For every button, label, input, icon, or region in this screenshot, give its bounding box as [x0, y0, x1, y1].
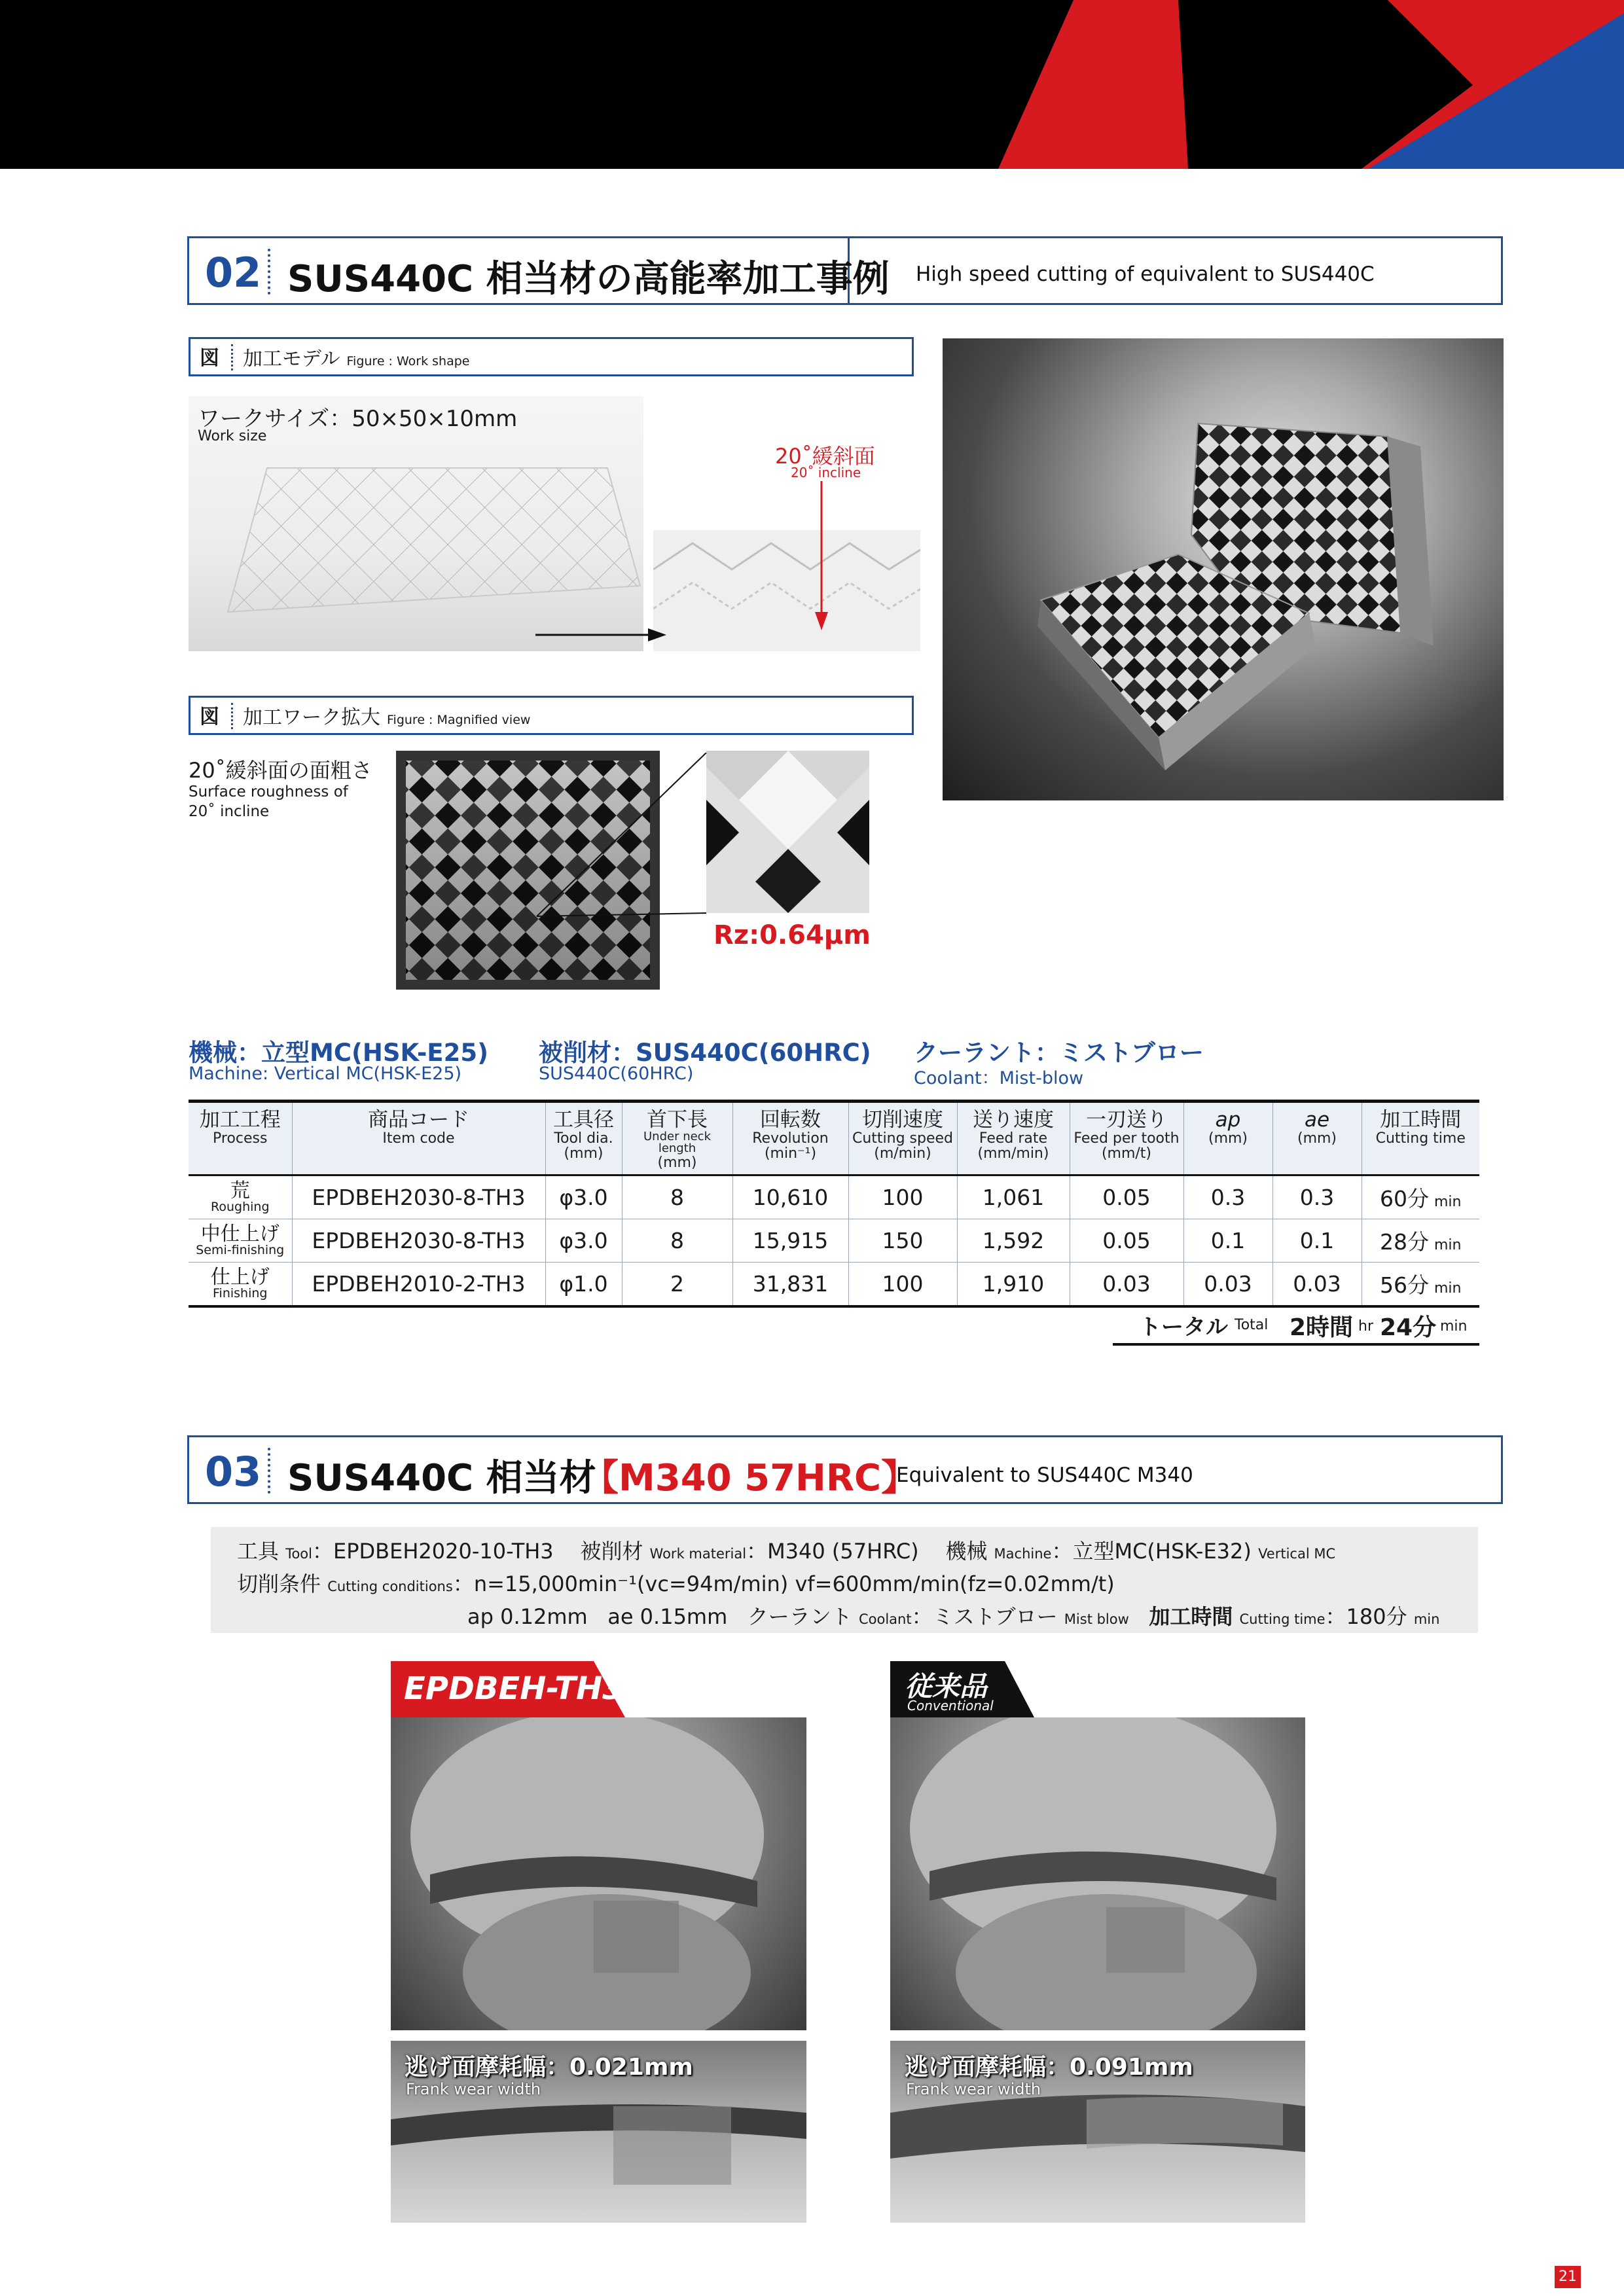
material-spec-en: SUS440C(60HRC)	[539, 1064, 694, 1084]
cutting-time-label-en: Cutting time	[1239, 1611, 1326, 1627]
table-header-cell	[1070, 1102, 1183, 1175]
product-tag	[391, 1661, 625, 1717]
conventional-tag-label: 従来品	[905, 1670, 988, 1702]
cell-rev: 10,610	[732, 1175, 848, 1219]
incline-arrow	[812, 481, 831, 632]
cutting-conditions-box	[211, 1527, 1478, 1633]
tool-value: ：EPDBEH2020-10-TH3	[312, 1539, 554, 1564]
table-header-cell	[622, 1102, 732, 1175]
header-en: Revolution	[752, 1130, 829, 1147]
header-jp: ae	[1304, 1108, 1330, 1132]
section-02-box	[187, 236, 1503, 305]
cell-ap: 0.3	[1183, 1175, 1272, 1219]
section-03-title-accent: 【M340 57HRC】	[582, 1457, 918, 1499]
header-jp: 送り速度	[973, 1108, 1054, 1132]
conventional-wear-label-en: Frank wear width	[906, 2080, 1041, 2098]
cell-speed: 150	[848, 1219, 957, 1263]
header-en: Tool dia.	[554, 1130, 613, 1147]
table-row	[189, 1219, 1479, 1263]
cell-code: EPDBEH2030-8-TH3	[292, 1219, 545, 1263]
header-jp: 加工時間	[1380, 1108, 1462, 1132]
total-minutes-unit: min	[1440, 1318, 1468, 1335]
cell-feed: 1,061	[957, 1175, 1070, 1219]
cutting-conditions-label-en: Cutting conditions	[327, 1579, 453, 1594]
table-header-cell	[545, 1102, 622, 1175]
cell-speed: 100	[848, 1175, 957, 1219]
header-unit: (mm)	[657, 1155, 697, 1172]
figure-divider	[231, 344, 233, 370]
conventional-tag	[890, 1661, 1034, 1717]
time-unit: min	[1434, 1237, 1462, 1254]
total-row	[1113, 1306, 1479, 1346]
ae-value: ae 0.15mm	[607, 1604, 728, 1629]
cell-ap: 0.03	[1183, 1263, 1272, 1307]
machine-value-en: Vertical MC	[1258, 1546, 1336, 1562]
time-unit: min	[1434, 1194, 1462, 1211]
process-cell	[189, 1175, 292, 1219]
conditions-line-3	[467, 1600, 1439, 1630]
cutting-time-label: 加工時間	[1149, 1604, 1233, 1629]
conditions-line-2	[237, 1568, 1115, 1598]
header-unit: (mm/min)	[977, 1145, 1049, 1162]
header-stripes	[0, 0, 1624, 169]
header-en: Cutting speed	[852, 1130, 954, 1147]
roughness-label-en1: Surface roughness of	[189, 783, 348, 800]
cutting-conditions-label: 切削条件	[237, 1571, 321, 1596]
cell-neck: 8	[622, 1219, 732, 1263]
section-02-number: 02	[205, 249, 262, 296]
roughness-label-jp: 20˚緩斜面の面粗さ	[189, 758, 372, 783]
total-label-en: Total	[1235, 1317, 1269, 1333]
table-header-cell	[1183, 1102, 1272, 1175]
cutting-time-value: ：180分	[1325, 1604, 1407, 1629]
machine-label: 機械	[945, 1539, 988, 1564]
page-number: 21	[1555, 2266, 1581, 2288]
material-label-en: Work material	[649, 1546, 747, 1562]
time-value: 60分	[1380, 1186, 1429, 1212]
machine-spec-en: Machine: Vertical MC(HSK-E25)	[189, 1064, 462, 1084]
header-jp: 工具径	[553, 1108, 614, 1132]
table-header-cell	[1272, 1102, 1362, 1175]
cell-ae: 0.03	[1272, 1263, 1362, 1307]
time-value: 56分	[1380, 1272, 1429, 1299]
ap-value: ap 0.12mm	[467, 1604, 588, 1629]
section-03-title: SUS440C 相当材	[287, 1457, 596, 1499]
figure-magnified-header	[189, 696, 914, 735]
tool-tip-shape-left	[391, 1717, 806, 2030]
cell-feed: 1,592	[957, 1219, 1070, 1263]
header-unit: (mm)	[564, 1145, 604, 1162]
roughness-label-en2: 20˚ incline	[189, 803, 270, 820]
header-en: Feed rate	[979, 1130, 1048, 1147]
zoom-connector-lines	[524, 753, 720, 923]
total-hours: 2時間	[1290, 1314, 1354, 1341]
figure2-title-jp: 加工ワーク拡大	[243, 706, 380, 729]
header-jp: 首下長	[647, 1108, 708, 1132]
cutting-time-unit: min	[1413, 1611, 1440, 1627]
rz-value: Rz:0.64μm	[713, 920, 871, 950]
cell-dia: φ3.0	[545, 1219, 622, 1263]
cutting-conditions-table	[189, 1100, 1479, 1308]
section-03-subtitle: Equivalent to SUS440C M340	[896, 1463, 1193, 1487]
tool-label-en: Tool	[285, 1546, 312, 1562]
header-unit: (m/min)	[874, 1145, 931, 1162]
cell-code: EPDBEH2030-8-TH3	[292, 1175, 545, 1219]
process-jp: 仕上げ	[210, 1266, 270, 1289]
header-en: Feed per tooth	[1074, 1130, 1180, 1147]
cell-ae: 0.3	[1272, 1175, 1362, 1219]
header-unit: (mm/t)	[1101, 1145, 1152, 1162]
process-jp: 荒	[230, 1179, 250, 1203]
cell-dia: φ1.0	[545, 1263, 622, 1307]
section-03-divider	[268, 1448, 270, 1494]
table-header-row	[189, 1102, 1479, 1175]
work-size-jp: ワークサイズ：50×50×10mm	[198, 406, 518, 432]
header-unit: (mm)	[1208, 1130, 1248, 1147]
conventional-tag-label-en: Conventional	[907, 1698, 994, 1713]
conventional-wear-label: 逃げ面摩耗幅：0.091mm	[905, 2054, 1193, 2081]
table-header-cell	[732, 1102, 848, 1175]
process-en: Finishing	[213, 1286, 268, 1301]
header-jp: 一刃送り	[1086, 1108, 1167, 1132]
table-header-cell	[848, 1102, 957, 1175]
machine-value: ：立型MC(HSK-E32)	[1051, 1539, 1252, 1564]
work-size-en: Work size	[198, 428, 267, 444]
coolant-value-en: Mist blow	[1064, 1611, 1129, 1627]
figure-label: 図	[200, 347, 219, 370]
coolant-value: ：ミストブロー	[911, 1604, 1058, 1629]
cell-fpt: 0.05	[1070, 1175, 1183, 1219]
cell-ap: 0.1	[1183, 1219, 1272, 1263]
coolant-spec-en: Coolant：Mist-blow	[914, 1068, 1084, 1088]
section-02-subtitle: High speed cutting of equivalent to SUS440C	[916, 262, 1375, 286]
cell-rev: 15,915	[732, 1219, 848, 1263]
cell-speed: 100	[848, 1263, 957, 1307]
table-header-cell	[292, 1102, 545, 1175]
cell-neck: 2	[622, 1263, 732, 1307]
section-03-number: 03	[205, 1448, 262, 1496]
coolant-spec-jp: クーラント：ミストブロー	[914, 1039, 1204, 1067]
process-cell	[189, 1219, 292, 1263]
material-value: ：M340 (57HRC)	[746, 1539, 919, 1564]
header-jp: 回転数	[760, 1108, 821, 1132]
header-unit: (mm)	[1297, 1130, 1337, 1147]
process-en: Semi-finishing	[196, 1243, 285, 1258]
cell-neck: 8	[622, 1175, 732, 1219]
product-tag-label: EPDBEH-TH3	[404, 1670, 624, 1707]
cell-fpt: 0.05	[1070, 1219, 1183, 1263]
total-label-jp: トータル	[1139, 1314, 1228, 1340]
machined-workpiece-photo	[943, 338, 1504, 800]
magnified-zoom-photo	[706, 751, 869, 913]
figure-work-shape-header	[189, 337, 914, 376]
incline-label-en: 20˚ incline	[791, 465, 861, 480]
header-en: Under neck length	[643, 1129, 711, 1156]
cell-time	[1362, 1175, 1479, 1219]
process-en: Roughing	[211, 1200, 270, 1215]
conventional-tool-tip-photo	[890, 1717, 1305, 2030]
machine-spec-jp: 機械：立型MC(HSK-E25)	[189, 1039, 488, 1067]
epdbeh-wear-label-en: Frank wear width	[406, 2080, 541, 2098]
cell-code: EPDBEH2010-2-TH3	[292, 1263, 545, 1307]
figure2-divider	[231, 703, 233, 729]
figure2-title-en: Figure : Magnified view	[387, 713, 531, 727]
coolant-label-en: Coolant	[858, 1611, 912, 1627]
header-en: Cutting time	[1375, 1130, 1466, 1147]
table-header-cell	[957, 1102, 1070, 1175]
cell-fpt: 0.03	[1070, 1263, 1183, 1307]
cell-time	[1362, 1219, 1479, 1263]
header-en: Item code	[382, 1130, 455, 1147]
work-shape-detail-image	[653, 530, 920, 651]
figure2-label: 図	[200, 706, 219, 728]
section-03-box	[187, 1435, 1503, 1504]
workpiece-blocks	[943, 338, 1504, 800]
section-02-title: SUS440C 相当材の高能率加工事例	[287, 258, 890, 300]
material-spec-jp: 被削材：SUS440C(60HRC)	[539, 1039, 871, 1067]
detail-zigzag	[653, 530, 920, 651]
incline-label-jp: 20˚緩斜面	[775, 444, 875, 469]
total-hours-unit: hr	[1358, 1318, 1373, 1335]
table-row	[189, 1175, 1479, 1219]
process-cell	[189, 1263, 292, 1307]
tool-tip-shape-right	[890, 1717, 1305, 2030]
time-value: 28分	[1380, 1229, 1429, 1255]
cell-rev: 31,831	[732, 1263, 848, 1307]
cell-dia: φ3.0	[545, 1175, 622, 1219]
figure-title-en: Figure : Work shape	[346, 354, 470, 368]
zoom-diamonds	[706, 751, 869, 913]
material-label: 被削材	[580, 1539, 643, 1564]
header-band	[0, 0, 1624, 169]
time-unit: min	[1434, 1280, 1462, 1297]
header-en: Process	[213, 1130, 268, 1147]
section-02-divider	[268, 249, 270, 295]
process-jp: 中仕上げ	[200, 1223, 280, 1246]
header-jp: 商品コード	[368, 1108, 469, 1132]
cell-ae: 0.1	[1272, 1219, 1362, 1263]
table-header-cell	[1362, 1102, 1479, 1175]
cell-time	[1362, 1263, 1479, 1307]
table-body	[189, 1175, 1479, 1307]
header-unit: (min⁻¹)	[764, 1145, 817, 1162]
epdbeh-tool-tip-photo	[391, 1717, 806, 2030]
epdbeh-wear-label: 逃げ面摩耗幅：0.021mm	[405, 2054, 693, 2081]
header-jp: 加工工程	[199, 1108, 281, 1132]
table-header-cell	[189, 1102, 292, 1175]
total-minutes: 24分	[1380, 1314, 1437, 1341]
coolant-label: クーラント	[747, 1604, 852, 1629]
cell-feed: 1,910	[957, 1263, 1070, 1307]
machine-label-en: Machine	[994, 1546, 1052, 1562]
tool-label: 工具	[237, 1539, 280, 1564]
table-row	[189, 1263, 1479, 1307]
conditions-line-1	[237, 1535, 1335, 1565]
magnify-arrow	[535, 625, 666, 645]
cutting-conditions-value: ：n=15,000min⁻¹(vc=94m/min) vf=600mm/min(fz=0.02mm/t)	[452, 1571, 1115, 1596]
figure-title-jp: 加工モデル	[243, 348, 340, 370]
header-jp: ap	[1215, 1108, 1241, 1132]
header-jp: 切削速度	[862, 1108, 943, 1132]
